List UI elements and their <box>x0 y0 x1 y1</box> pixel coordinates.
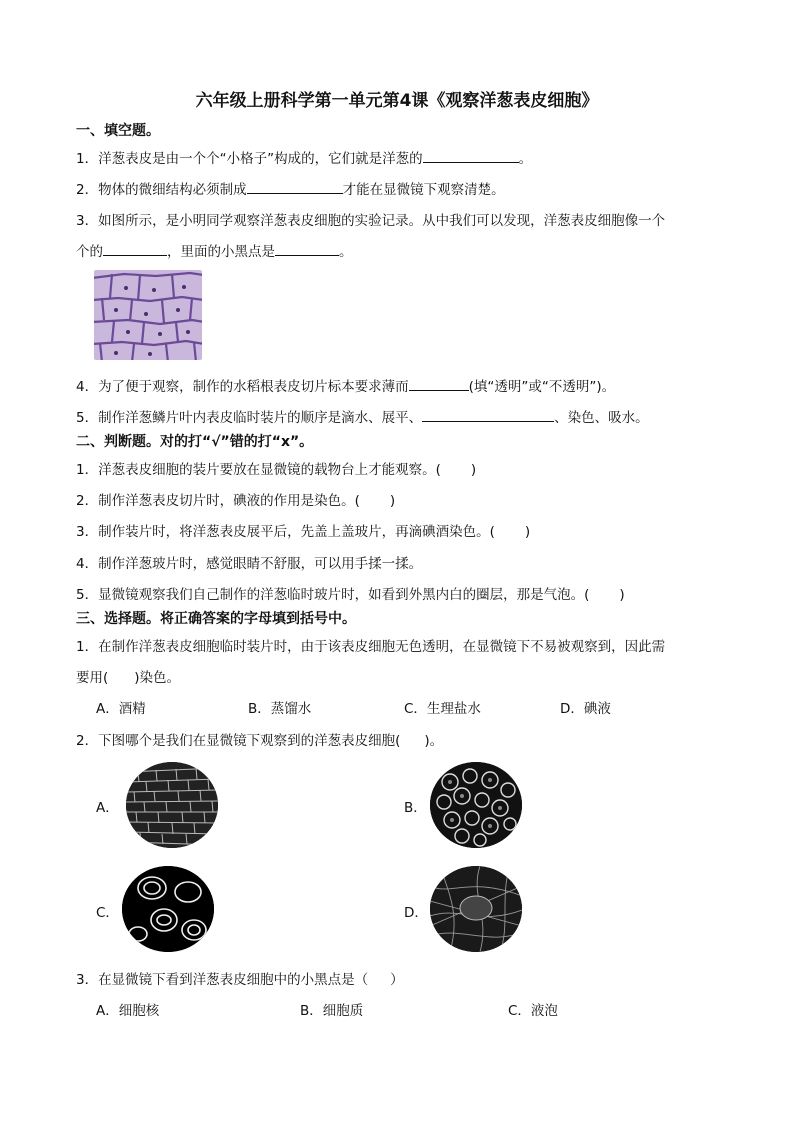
s3-q1-line1: 1．在制作洋葱表皮细胞临时装片时，由于该表皮细胞无色透明，在显微镜下不易被观察到，因此需 <box>76 639 666 655</box>
micrograph-d-image[interactable] <box>430 866 522 952</box>
blank-answer[interactable] <box>247 179 343 194</box>
blank-answer[interactable] <box>423 148 519 163</box>
s3-q2-label-d[interactable]: D． <box>404 905 428 921</box>
s3-q1-option-c[interactable]: C．生理盐水 <box>404 701 481 717</box>
s2-item-1: 1．洋葱表皮细胞的装片要放在显微镜的载物台上才能观察。( ) <box>76 462 477 478</box>
micrograph-a-image[interactable] <box>126 762 218 848</box>
s3-q3: 3．在显微镜下看到洋葱表皮细胞中的小黑点是（ ） <box>76 972 404 988</box>
section-heading-true-false: 二、判断题。对的打“√”错的打“x”。 <box>76 434 314 450</box>
section-heading-multiple-choice: 三、选择题。将正确答案的字母填到括号中。 <box>76 611 356 627</box>
s1-q4: 4．为了便于观察，制作的水稻根表皮切片标本要求薄而 (填“透明”或“不透明”)。 <box>76 375 615 395</box>
s2-item-3: 3．制作装片时，将洋葱表皮展平后，先盖上盖玻片，再滴碘酒染色。( ) <box>76 524 531 540</box>
s1-q3-line2: 个的 ，里面的小黑点是 。 <box>76 240 353 260</box>
s1-q5: 5．制作洋葱鳞片叶内表皮临时装片的顺序是滴水、展平、 、染色、吸水。 <box>76 406 649 426</box>
s2-item-4: 4．制作洋葱玻片时，感觉眼睛不舒服，可以用手揉一揉。 <box>76 556 423 572</box>
s2-item-2: 2．制作洋葱表皮切片时，碘液的作用是染色。( ) <box>76 493 396 509</box>
s2-item-5: 5．显微镜观察我们自己制作的洋葱临时玻片时，如看到外黑内白的圈层，那是气泡。( ) <box>76 587 625 603</box>
blank-answer[interactable] <box>409 376 469 391</box>
onion-cell-image <box>94 270 202 360</box>
s3-q2-label-c[interactable]: C． <box>96 905 119 921</box>
s1-q3-line1: 3．如图所示，是小明同学观察洋葱表皮细胞的实验记录。从中我们可以发现，洋葱表皮细胞像一个 <box>76 213 666 229</box>
blank-answer[interactable] <box>275 241 339 256</box>
s3-q3-option-c[interactable]: C．液泡 <box>508 1003 558 1019</box>
s3-q1-option-a[interactable]: A．酒精 <box>96 701 146 717</box>
micrograph-c-image[interactable] <box>122 866 214 952</box>
s3-q2-label-a[interactable]: A． <box>96 800 119 816</box>
s3-q1-line2: 要用( )染色。 <box>76 670 181 686</box>
s3-q3-option-b[interactable]: B．细胞质 <box>300 1003 364 1019</box>
micrograph-b-image[interactable] <box>430 762 522 848</box>
blank-answer[interactable] <box>422 407 554 422</box>
section-heading-fill-blank: 一、填空题。 <box>76 123 160 139</box>
s3-q1-option-d[interactable]: D．碘液 <box>560 701 611 717</box>
s1-q2: 2．物体的微细结构必须制成 才能在显微镜下观察清楚。 <box>76 178 505 198</box>
s3-q2-label-b[interactable]: B． <box>404 800 427 816</box>
s3-q2: 2．下图哪个是我们在显微镜下观察到的洋葱表皮细胞( )。 <box>76 733 444 749</box>
page-title: 六年级上册科学第一单元第4课《观察洋葱表皮细胞》 <box>195 91 599 111</box>
blank-answer[interactable] <box>103 241 167 256</box>
s3-q3-option-a[interactable]: A．细胞核 <box>96 1003 160 1019</box>
s1-q1: 1．洋葱表皮是由一个个“小格子”构成的，它们就是洋葱的 。 <box>76 147 532 167</box>
s3-q1-option-b[interactable]: B．蒸馏水 <box>248 701 312 717</box>
